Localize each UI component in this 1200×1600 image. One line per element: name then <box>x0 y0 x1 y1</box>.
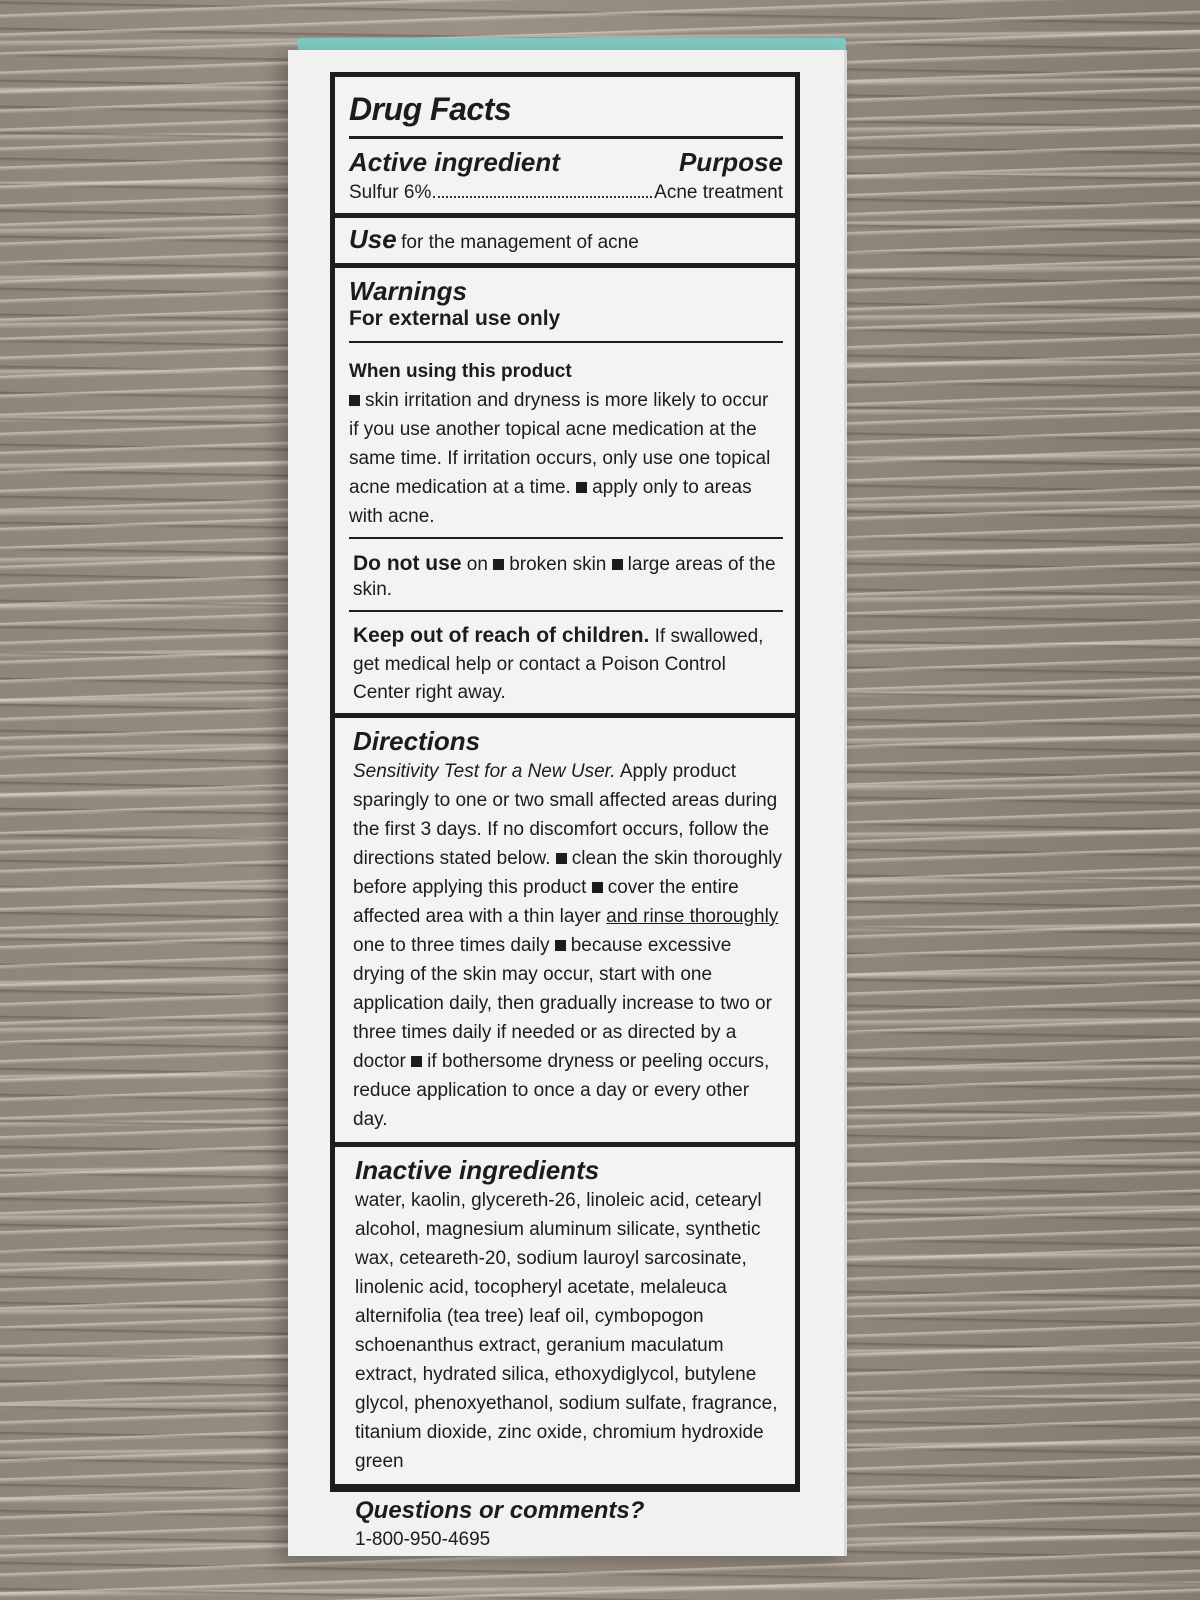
direction-item: if bothersome dryness or peeling occurs, reduce application to once a day or every other day. <box>353 1051 770 1130</box>
keep-out-text: If swallowed, get medical help or contact a Poison Control Center right away. <box>353 626 764 703</box>
when-using-item: apply only to areas with acne. <box>349 477 752 527</box>
direction-item: because excessive drying of the skin may occur, start with one application daily, then gradually increase to two or three times daily if needed or as directed by a doctor <box>353 935 772 1072</box>
direction-item: cover the entire affected area with a thin layer <box>353 877 739 927</box>
do-not-use-on: on <box>466 554 488 575</box>
directions-title: Directions <box>353 726 481 756</box>
ingredient-purpose: Acne treatment <box>654 182 783 203</box>
questions-title: Questions or comments? <box>355 1497 645 1524</box>
purpose-header: Purpose <box>678 147 783 177</box>
direction-underlined: and rinse thoroughly <box>606 906 779 927</box>
when-using-title: When using this product <box>349 361 572 382</box>
leader-dots <box>433 196 652 198</box>
direction-item: one to three times daily <box>353 935 550 956</box>
bullet-icon <box>493 559 504 570</box>
direction-item: clean the skin thoroughly before applying this product <box>353 848 782 898</box>
warnings-title: Warnings <box>349 276 467 306</box>
drug-facts-title: Drug Facts <box>349 91 512 127</box>
do-not-use-item: large areas of the skin. <box>353 554 776 600</box>
drug-facts-panel <box>330 72 800 1550</box>
bullet-icon <box>576 482 587 493</box>
do-not-use-item: broken skin <box>509 554 607 575</box>
phone-number: 1-800-950-4695 <box>355 1529 491 1550</box>
inactive-text: water, kaolin, glycereth-26, linoleic acid, cetearyl alcohol, magnesium aluminum silicate, synthetic wax, ceteareth-20, sodium lauroyl sarcosinate, linolenic acid, tocopheryl acetate, melaleuca alternifolia (tea tree) leaf oil, cymbopogon schoenanthus extract, geranium maculatum extract, hydrated silica, ethoxydiglycol, butylene glycol, phenoxyethanol, sodium sulfate, fragrance, titanium dioxide, zinc oxide, chromium hydroxide green <box>355 1190 778 1472</box>
use-label: Use <box>349 224 397 254</box>
do-not-use-label: Do not use <box>353 552 462 575</box>
external-use-text: For external use only <box>349 307 561 330</box>
bullet-icon <box>592 882 603 893</box>
bullet-icon <box>556 853 567 864</box>
keep-out-label: Keep out of reach of children. <box>353 624 650 647</box>
sensitivity-label: Sensitivity Test for a New User. <box>353 761 616 782</box>
product-box <box>288 50 847 1556</box>
ingredient-name: Sulfur 6% <box>349 182 432 203</box>
sensitivity-text: Apply product sparingly to one or two small affected areas during the first 3 days. If no discomfort occurs, follow the directions stated below. <box>353 761 778 869</box>
bullet-icon <box>411 1056 422 1067</box>
bullet-icon <box>555 940 566 951</box>
use-text: for the management of acne <box>401 232 639 253</box>
bullet-icon <box>612 559 623 570</box>
when-using-item: skin irritation and dryness is more likely to occur if you use another topical acne medication at the same time. If irritation occurs, only use one topical acne medication at a time. <box>349 390 771 498</box>
bullet-icon <box>349 395 360 406</box>
inactive-title: Inactive ingredients <box>355 1155 600 1185</box>
active-ingredient-header: Active ingredient <box>349 147 560 177</box>
